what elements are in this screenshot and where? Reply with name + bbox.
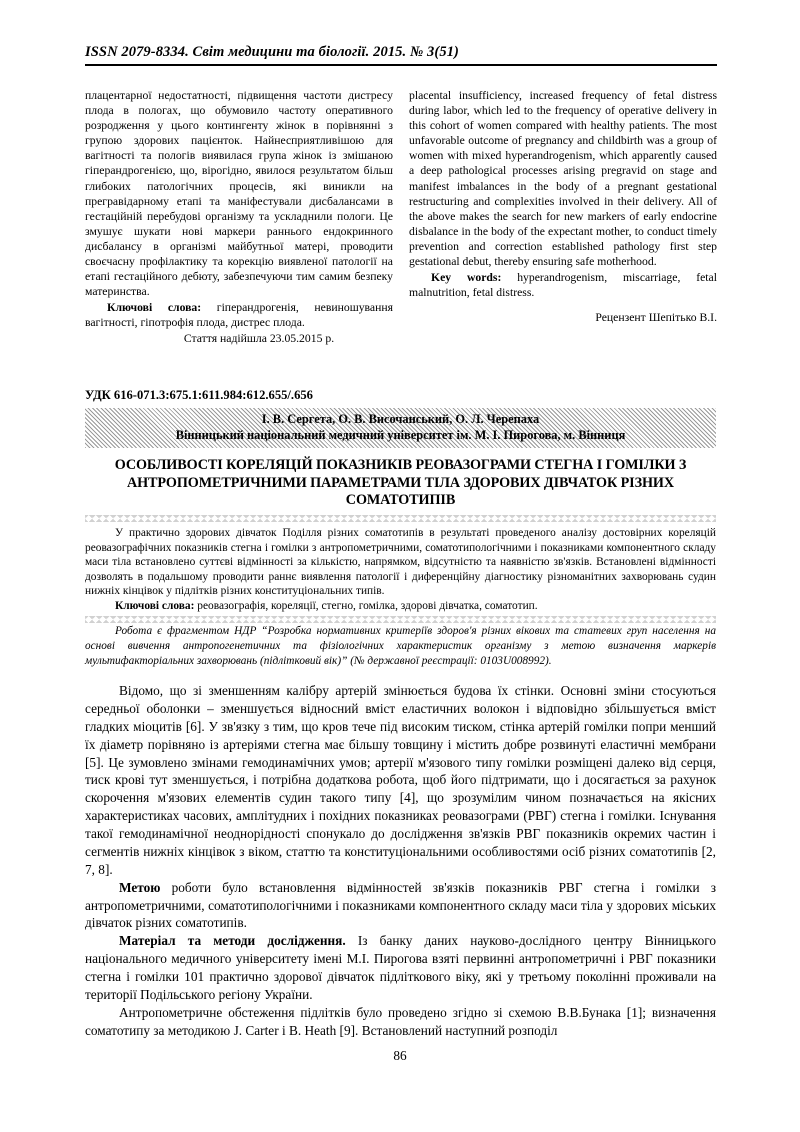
authors-line: І. В. Сергета, О. В. Височанський, О. Л. Черепаха [261,412,540,426]
left-keywords-label: Ключові слова: [107,301,202,315]
right-keywords-text: hyperandrogenism, miscarriage, fetal malnutrition, fetal distress. [409,271,717,300]
right-keywords-line [409,270,717,300]
left-keywords-line [85,300,393,330]
ndr-note-text: Робота є фрагментом НДР “Розробка нормативних критеріїв здоров'я різних вікових та статевих груп населення на основі вивчення антропогенетичних та фізіологічних характеристик організму з метою визначення маркерів мультифакторіальних захворювань (підлітковий вік)” (№ державної реєстрації: 0103U008992). [85,625,716,668]
article-keywords-label: Ключові слова: [115,599,195,612]
zigzag-rule-top [85,515,716,522]
zigzag-rule-bottom [85,616,716,623]
two-column-abstract-area [85,88,717,345]
ndr-funding-note [85,624,716,669]
body-paragraph-purpose [85,879,716,933]
udc-code: УДК 616-071.3:675.1:611.984:612.655/.656 [85,388,313,402]
right-abstract-paragraph: placental insufficiency, increased frequency of fetal distress during labor, which led to the frequency of operative delivery in this cohort of women compared with healthy patients. The most unfavorable outcome of pregnancy and childbirth was a group of women with mixed hyperandrogenism, which apparently caused a deep pathological processes arising pregravid on stage and manifest imbalances in the body of a pregnant gestational restructuring and complexities involved in their delivery. All of the above makes the search for new markers of early endocrine disbalance in the body of the expectant mother, to conduct timely prevention and correction established pathology first step gestational debut, thereby ensuring safe motherhood. [409,89,717,269]
abstract-column-left [85,88,393,345]
article-keywords-line [85,599,716,614]
body-paragraph-methods [85,932,716,1004]
left-abstract-paragraph: плацентарної недостатності, підвищення частоти дистресу плода в пологах, що обумовило частоту оперативного розродження у цього контингенту жінок в порівнянні з групою здорових пацієнток. Найнесприятливішою для вагітності та пологів виявилася група жінок із змішаною гіперандрогенією, що, вірогідно, явилося результатом більш глибоких патологічних процесів, які виникли на прегравідарному етапі та маніфестували дисбалансами в гестаційній перебудові організму та ускладнили пологи. Це змушує шукати нові маркери раннього ендокринного дисбалансу в організмі майбутньої матері, проводити своєчасну профілактику та корекцію виявленої патології на етапі гестаційного дебюту, забезпечуючи тим самим безпеку материнства. [85,89,393,299]
page-number: 86 [393,1048,407,1063]
affiliation-line: Вінницький національний медичний університет ім. М. І. Пирогова, м. Вінниця [175,428,626,443]
article-abstract-paragraph: У практично здорових дівчаток Поділля різних соматотипів в результаті проведеного аналізу достовірних кореляцій реовазографічних показників стегна і гомілки з антропометричними, соматотипологічними і показниками компонентного складу маси тіла встановлено суттєві відмінності за кількістю, напрямком, відсутністю та наявністю зв'язків. Встановлені відмінності дозволять в подальшому проводити раннє виявлення патології і диференційну діагностику різноманітних захворювань судин нижніх кінцівок у підлітків різних конституціональних типів. [85,527,716,598]
article-keywords-text: реовазографія, кореляції, стегно, гомілка, здорові дівчатка, соматотип. [194,599,538,612]
left-keywords-text: гіперандрогенія, невиношування вагітності, гіпотрофія плода, дистрес плода. [85,301,393,330]
methods-text: Із банку даних науково-дослідного центру Вінницького національного медичного університету імені М.І. Пирогова взяті первинні антропометричні і РВГ показники стегна і гомілки 101 практично здорової дівчаток підліткового віку, які у третьому поколінні проживали на території Подільського регіону України. [85,933,716,1002]
purpose-label: Метою [119,879,161,895]
body-paragraph-last: Антропометричне обстеження підлітків було проведено згідно зі схемою В.В.Бунака [1]; визначення соматотипу за методикою J. Carter і B. Heath [9]. Встановлений наступний розподіл [85,1004,716,1038]
authors-banner [85,408,716,448]
article-title: ОСОБЛИВОСТІ КОРЕЛЯЦІЙ ПОКАЗНИКІВ РЕОВАЗОГРАМИ СТЕГНА І ГОМІЛКИ З АНТРОПОМЕТРИЧНИМИ ПАРАМЕТРАМИ ТІЛА ЗДОРОВИХ ДІВЧАТОК РІЗНИХ СОМАТОТИПІВ [114,457,687,509]
submitted-date: Стаття надійшла 23.05.2015 р. [183,331,335,345]
article-body [85,682,716,1040]
right-keywords-label: Key words: [431,271,502,285]
running-head-text: ISSN 2079-8334. Світ медицини та біології. 2015. № 3(51) [85,44,459,60]
body-paragraph-1: Відомо, що зі зменшенням калібру артерій змінюється будова їх стінки. Основні зміни стосуються середньої оболонки – зменшується відносний вміст еластичних волокон і відповідно збільшується вміст гладких міоцитів [6]. У зв'язку з тим, що кров тече під високим тиском, стінка артерій гомілки попри менший їх діаметр порівняно із артеріями стегна має більшу товщину і містить добре розвинуті еластичні мембрани [5]. Це зумовлено змінами гемодинамічних умов; артерії м'язового типу гомілки розміщені далеко від серця, тиск крові тут зменшується, і потрібна додаткова робота, щоб його підтримати, що і досягається за рахунок скорочення м'язових елементів судин такого типу [4], що зрозумілим чином позначається на якісних характеристиках часових, амплітудних і похідних показниках реовазограми (РВГ) стегна і гомілки. Існування такої гемодинамічної неоднорідності спонукало до дослідження зв'язків РВГ показників окремих частин і сегментів нижніх кінцівок з віком, статтю та конституціональними особливостями осіб різних соматотипів [2, 7, 8]. [85,683,716,877]
running-head [85,44,717,66]
running-head-rule [85,64,717,66]
purpose-text: роботи було встановлення відмінностей зв'язків показників РВГ стегна і гомілки з антропометричними, соматотипологічними і показниками компонентного складу маси тіла у здорових міських дівчаток різних соматотипів. [85,879,716,931]
methods-label: Матеріал та методи дослідження. [119,933,346,949]
reviewer-line: Рецензент Шепітько В.І. [595,311,717,325]
abstract-column-right [409,88,717,345]
article-abstract-block [85,515,716,623]
abstract-inner [85,522,716,616]
